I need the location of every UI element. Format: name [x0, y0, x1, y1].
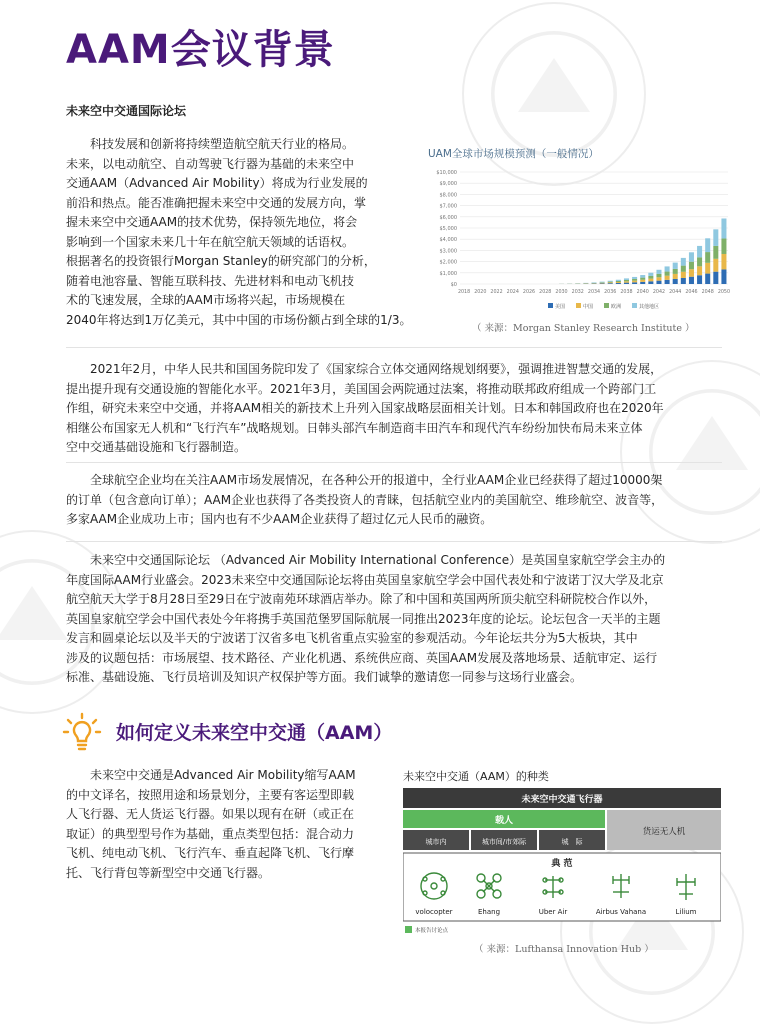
- legend-swatch: [632, 303, 637, 308]
- text-line: 航空航天大学于8月28日至29日在宁波南苑环球酒店举办。除了和中国和英国两所顶尖航空科研院校合作以外，: [66, 590, 722, 610]
- bar-segment: [600, 282, 605, 283]
- bar-segment: [648, 279, 653, 282]
- page-title: AAM会议背景: [66, 18, 335, 75]
- diagram-source: （ 来源：Lufthansa Innovation Hub ）: [474, 941, 654, 955]
- bar-segment: [632, 281, 637, 283]
- lightbulb-icon: [62, 712, 102, 752]
- legend-label: 中国: [583, 303, 593, 310]
- bar-segment: [608, 282, 613, 283]
- text-line: 随着电池容量、智能互联科技、先进材料和电动飞机技: [66, 272, 426, 292]
- x-tick-label: 2026: [523, 289, 535, 295]
- x-tick-label: 2034: [588, 289, 600, 295]
- policy-paragraph: [66, 360, 722, 458]
- divider: [66, 462, 722, 463]
- divider: [66, 541, 722, 542]
- text-line: 涉及的议题包括：市场展望、技术路径、产业化机遇、系统供应商、英国AAM发展及落地场景、适航审定、运行: [66, 649, 722, 669]
- diagram-canvas: [403, 788, 721, 936]
- divider: [66, 347, 722, 348]
- bar-segment: [608, 282, 613, 283]
- example-label: Ehang: [478, 908, 500, 916]
- y-tick-label: $5,000: [440, 226, 458, 232]
- x-tick-label: 2030: [555, 289, 567, 295]
- bar-segment: [697, 266, 702, 275]
- legend-swatch: [604, 303, 609, 308]
- y-tick-label: $0: [451, 282, 457, 288]
- bar-segment: [665, 272, 670, 276]
- text-line: 交通AAM（Advanced Air Mobility）将成为行业发展的: [66, 174, 426, 194]
- bar-segment: [632, 277, 637, 279]
- x-tick-label: 2050: [718, 289, 730, 295]
- text-line: 作组，研究未来空中交通，并将AAM相关的新技术上升列入国家战略层面相关计划。日本和韩国政府也在2020年: [66, 399, 722, 419]
- text-line: 科技发展和创新将持续塑造航空航天行业的格局。: [66, 135, 426, 155]
- bar-segment: [713, 259, 718, 272]
- bar-segment: [689, 262, 694, 270]
- bar-segment: [689, 269, 694, 277]
- bar-segment: [640, 280, 645, 282]
- legend-swatch: [405, 926, 412, 933]
- passenger-label: 载人: [495, 814, 513, 826]
- bar-segment: [705, 274, 710, 284]
- x-tick-label: 2028: [539, 289, 551, 295]
- bar-segment: [624, 283, 629, 284]
- cargo-label: 货运无人机: [643, 826, 686, 837]
- market-size-chart: [428, 146, 738, 341]
- intro-paragraph: [66, 135, 426, 330]
- bar-segment: [713, 229, 718, 246]
- bar-segment: [705, 238, 710, 252]
- bar-segment: [681, 278, 686, 284]
- bar-segment: [616, 281, 621, 282]
- y-tick-label: $1,000: [440, 271, 458, 277]
- definition-paragraph: [66, 766, 386, 883]
- bar-segment: [721, 254, 726, 269]
- bar-segment: [665, 266, 670, 271]
- text-line: 多家AAM企业成功上市；国内也有不少AAM企业获得了超过亿元人民币的融资。: [66, 510, 722, 530]
- bar-segment: [689, 252, 694, 261]
- text-line: 人飞行器、无人货运飞行器。如果以现有在研（或正在: [66, 805, 386, 825]
- chart-source: （ 来源：Morgan Stanley Research Institute ）: [472, 320, 694, 334]
- text-line: 托、飞行背包等新型空中交通飞行器。: [66, 864, 386, 884]
- bar-segment: [713, 272, 718, 284]
- bar-segment: [656, 281, 661, 284]
- example-label: Uber Air: [539, 908, 568, 916]
- x-tick-label: 2018: [458, 289, 470, 295]
- x-tick-label: 2044: [669, 289, 681, 295]
- text-line: 未来空中交通国际论坛 （Advanced Air Mobility International Conference）是英国皇家航空学会主办的: [66, 551, 722, 571]
- bar-segment: [608, 281, 613, 282]
- y-tick-label: $9,000: [440, 181, 458, 187]
- x-tick-label: 2020: [474, 289, 486, 295]
- x-tick-label: 2038: [620, 289, 632, 295]
- text-line: 握未来空中交通AAM的技术优势，保持领先地位，将会: [66, 213, 426, 233]
- examples-label: 典 范: [551, 857, 572, 869]
- aam-types-diagram: [403, 788, 721, 936]
- diagram-title: 未来空中交通（AAM）的种类: [403, 768, 549, 784]
- y-tick-label: $6,000: [440, 215, 458, 221]
- bar-segment: [721, 269, 726, 284]
- legend-label: 其他地区: [639, 303, 659, 310]
- bar-segment: [648, 276, 653, 279]
- text-line: 根据著名的投资银行Morgan Stanley的研究部门的分析，: [66, 252, 426, 272]
- bar-segment: [624, 278, 629, 280]
- text-line: 未来空中交通是Advanced Air Mobility缩写AAM: [66, 766, 386, 786]
- text-line: 提出提升现有交通设施的智能化水平。2021年3月，美国国会两院通过法案，将推动联邦政府组成一个跨部门工: [66, 380, 722, 400]
- bar-segment: [697, 275, 702, 284]
- bar-segment: [616, 283, 621, 284]
- bar-segment: [721, 239, 726, 254]
- bar-segment: [648, 273, 653, 276]
- bar-segment: [640, 278, 645, 280]
- bar-segment: [705, 252, 710, 263]
- y-tick-label: $4,000: [440, 237, 458, 243]
- sub-label: 城市内: [426, 837, 447, 846]
- legend-swatch: [548, 303, 553, 308]
- legend-label: 本报告讨论点: [415, 926, 449, 934]
- example-label: Airbus Vahana: [596, 908, 646, 916]
- text-line: 全球航空企业均在关注AAM市场发展情况，在各种公开的报道中，全行业AAM企业已经获得了超过10000架: [66, 471, 722, 491]
- bar-segment: [665, 276, 670, 280]
- diagram-header: 未来空中交通飞行器: [521, 793, 602, 805]
- y-tick-label: $2,000: [440, 260, 458, 266]
- bar-segment: [673, 279, 678, 284]
- bar-segment: [632, 279, 637, 281]
- y-tick-label: $3,000: [440, 248, 458, 254]
- x-tick-label: 2042: [653, 289, 665, 295]
- text-line: 发言和圆桌论坛以及半天的宁波诺丁汉省多电飞机省重点实验室的参观活动。今年论坛共分为5大板块，其中: [66, 629, 722, 649]
- bar-segment: [640, 282, 645, 284]
- example-label: Lilium: [676, 908, 697, 916]
- text-line: 标准、基础设施、飞行员培训及知识产权保护等方面。我们诚挚的邀请您一同参与这场行业盛会。: [66, 668, 722, 688]
- y-tick-label: $8,000: [440, 192, 458, 198]
- bar-segment: [673, 274, 678, 279]
- bar-segment: [656, 270, 661, 274]
- bar-segment: [656, 277, 661, 280]
- bar-segment: [697, 246, 702, 257]
- x-tick-label: 2046: [685, 289, 697, 295]
- text-line: 空中交通基础设施和飞行器制造。: [66, 438, 722, 458]
- text-line: 的中文译名，按照用途和场景划分，主要有客运型即载: [66, 786, 386, 806]
- sub-label: 城 际: [562, 837, 584, 846]
- bar-segment: [600, 282, 605, 283]
- x-tick-label: 2048: [702, 289, 714, 295]
- example-label: volocopter: [415, 908, 452, 916]
- text-line: 飞机、纯电动飞机、飞行汽车、垂直起降飞机、飞行摩: [66, 844, 386, 864]
- bar-segment: [616, 282, 621, 283]
- bar-segment: [608, 283, 613, 284]
- bar-segment: [681, 258, 686, 266]
- sub-label: 城市间/市郊际: [482, 837, 527, 846]
- text-line: 未来，以电动航空、自动驾驶飞行器为基础的未来空中: [66, 155, 426, 175]
- bar-segment: [681, 266, 686, 272]
- bar-segment: [648, 281, 653, 284]
- bar-segment: [640, 275, 645, 278]
- bar-segment: [632, 282, 637, 284]
- chart-title: UAM全球市场规模预测（一般情况）: [428, 146, 599, 161]
- legend-swatch: [576, 303, 581, 308]
- bar-segment: [673, 269, 678, 274]
- bar-segment: [600, 283, 605, 284]
- bar-segment: [665, 280, 670, 284]
- text-line: 年度国际AAM行业盛会。2023未来空中交通国际论坛将由英国皇家航空学会中国代表处和宁波诺丁汉大学及北京: [66, 571, 722, 591]
- section-title: 如何定义未来空中交通（AAM）: [116, 718, 392, 745]
- bar-segment: [713, 246, 718, 259]
- bar-segment: [681, 272, 686, 278]
- bar-segment: [673, 263, 678, 269]
- legend-label: 欧洲: [611, 303, 621, 310]
- text-line: 2040年将达到1万亿美元，其中中国的市场份额占到全球的1/3。: [66, 311, 426, 331]
- x-tick-label: 2032: [572, 289, 584, 295]
- x-tick-label: 2022: [490, 289, 502, 295]
- x-tick-label: 2036: [604, 289, 616, 295]
- y-tick-label: $7,000: [440, 204, 458, 210]
- bar-segment: [600, 283, 605, 284]
- bar-segment: [616, 280, 621, 281]
- bar-segment: [624, 280, 629, 281]
- bar-segment: [689, 277, 694, 284]
- text-line: 的订单（包含意向订单）；AAM企业也获得了各类投资人的青睐，包括航空业内的美国航空、维珍航空、波音等，: [66, 491, 722, 511]
- text-line: 术的飞速发展，全球的AAM市场将兴起，市场规模在: [66, 291, 426, 311]
- bar-segment: [656, 274, 661, 277]
- text-line: 相继公布国家无人机和“飞行汽车”战略规划。日韩头部汽车制造商丰田汽车和现代汽车纷纷加快布局未来立体: [66, 419, 722, 439]
- y-tick-label: $10,000: [436, 170, 457, 176]
- x-tick-label: 2040: [637, 289, 649, 295]
- conference-paragraph: [66, 551, 722, 688]
- bar-segment: [705, 263, 710, 274]
- x-tick-label: 2024: [507, 289, 519, 295]
- text-line: 影响到一个国家未来几十年在航空航天领域的话语权。: [66, 233, 426, 253]
- section-subtitle: 未来空中交通国际论坛: [66, 102, 186, 119]
- chart-plot: [428, 166, 738, 316]
- bar-segment: [721, 218, 726, 238]
- text-line: 前沿和热点。能否准确把握未来空中交通的发展方向，掌: [66, 194, 426, 214]
- bar-segment: [697, 257, 702, 266]
- text-line: 2021年2月，中华人民共和国国务院印发了《国家综合立体交通网络规划纲要》，强调推进智慧交通的发展，: [66, 360, 722, 380]
- legend-label: 美国: [555, 303, 565, 310]
- text-line: 取证）的典型型号作为基础，重点类型包括：混合动力: [66, 825, 386, 845]
- bar-segment: [624, 281, 629, 282]
- industry-paragraph: [66, 471, 722, 530]
- text-line: 英国皇家航空学会中国代表处今年将携手英国范堡罗国际航展一同推出2023年度的论坛。论坛包含一天半的主题: [66, 610, 722, 630]
